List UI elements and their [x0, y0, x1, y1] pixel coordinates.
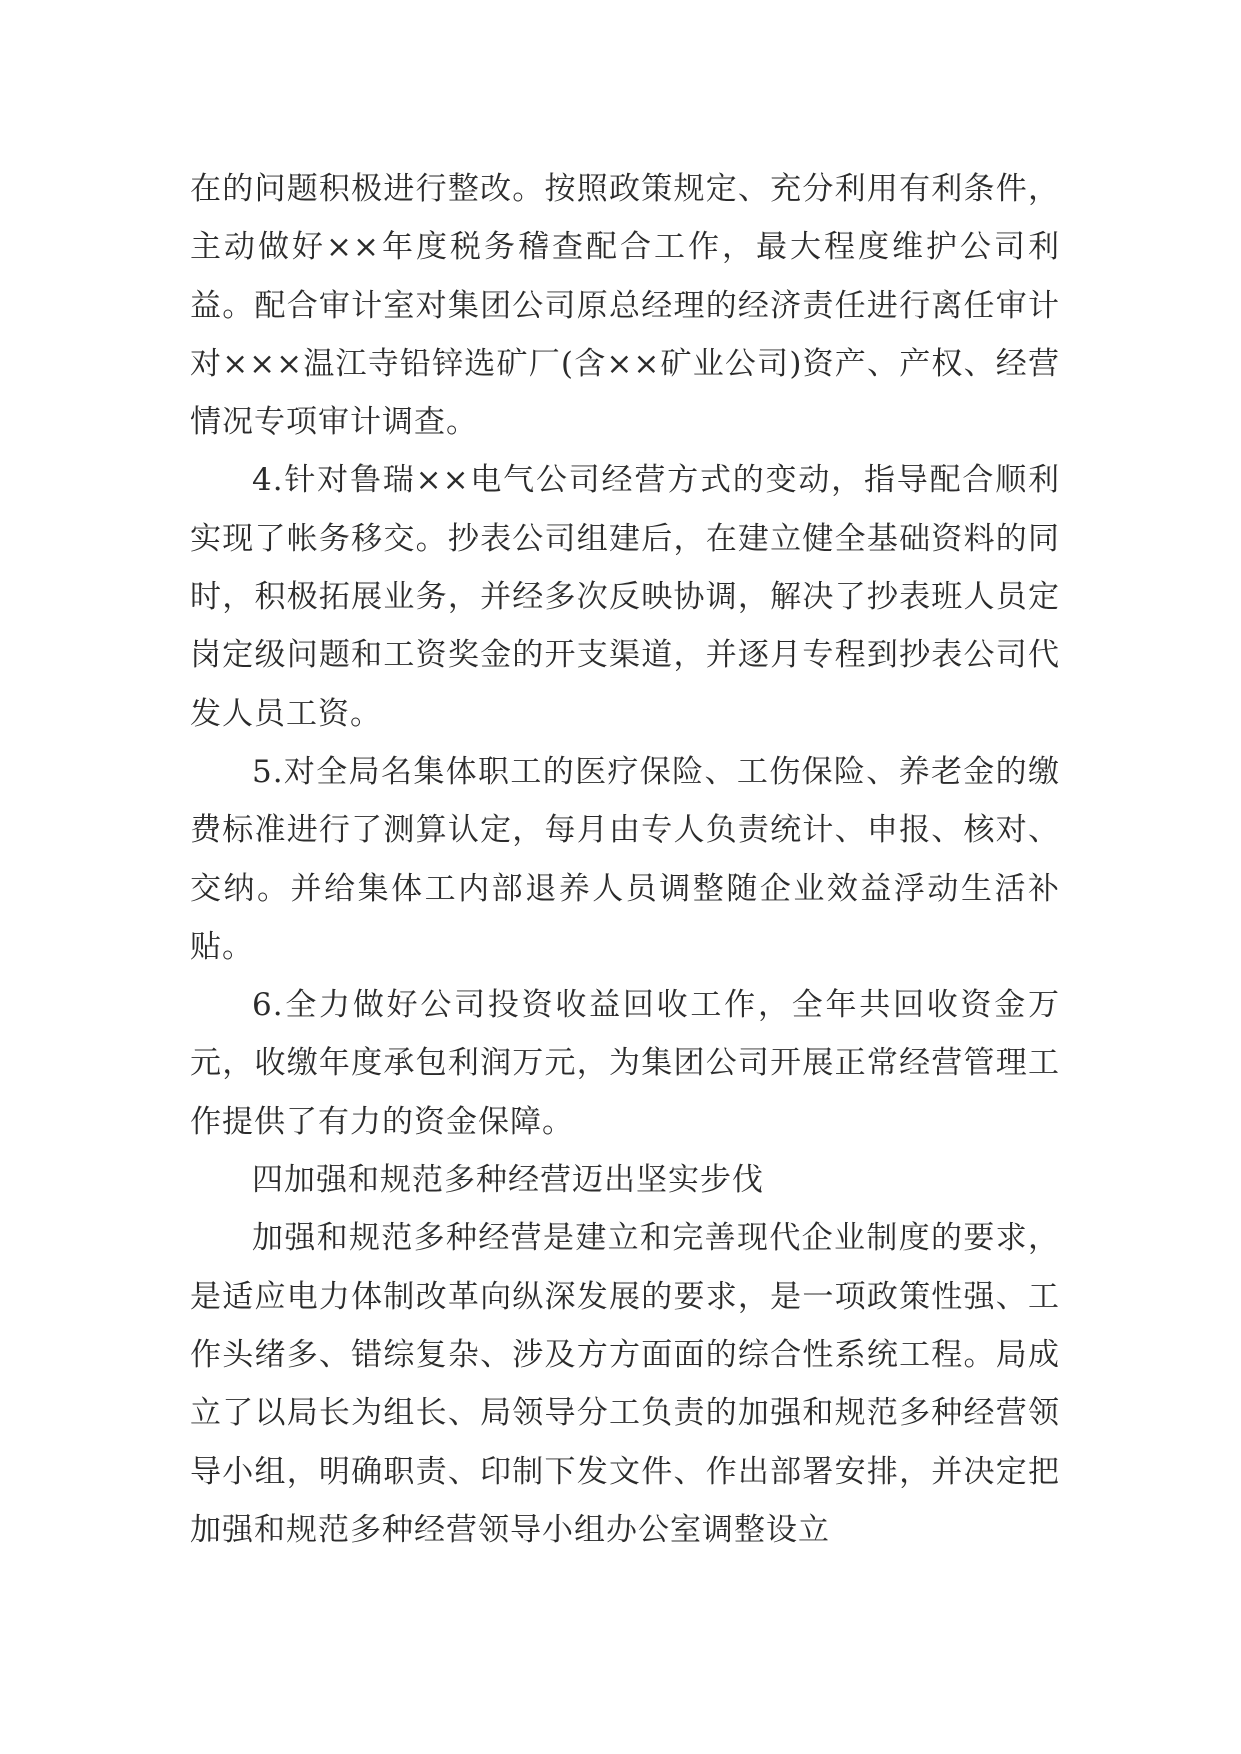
paragraph-continued: 在的问题积极进行整改。按照政策规定、充分利用有利条件，主动做好××年度税务稽查配合工作，最大程度维护公司利益。配合审计室对集团公司原总经理的经济责任进行离任审计对×××温江寺铅锌选矿厂(含××矿业公司)资产、产权、经营情况专项审计调查。	[190, 171, 1060, 441]
document-body	[190, 160, 1060, 1559]
paragraph-section-intro: 加强和规范多种经营是建立和完善现代企业制度的要求，是适应电力体制改革向纵深发展的要求，是一项政策性强、工作头绪多、错综复杂、涉及方方面面的综合性系统工程。局成立了以局长为组长、局领导分工负责的加强和规范多种经营领导小组，明确职责、印制下发文件、作出部署安排，并决定把加强和规范多种经营领导小组办公室调整设立	[190, 1220, 1060, 1548]
paragraph-item-4: 4.针对鲁瑞××电气公司经营方式的变动，指导配合顺利实现了帐务移交。抄表公司组建后，在建立健全基础资料的同时，积极拓展业务，并经多次反映协调，解决了抄表班人员定岗定级问题和工资奖金的开支渠道，并逐月专程到抄表公司代发人员工资。	[190, 462, 1060, 732]
paragraph-item-6: 6.全力做好公司投资收益回收工作，全年共回收资金万元，收缴年度承包利润万元，为集团公司开展正常经营管理工作提供了有力的资金保障。	[190, 987, 1060, 1140]
section-heading: 四加强和规范多种经营迈出坚实步伐	[252, 1162, 764, 1199]
paragraph-item-5: 5.对全局名集体职工的医疗保险、工伤保险、养老金的缴费标准进行了测算认定，每月由专人负责统计、申报、核对、交纳。并给集体工内部退养人员调整随企业效益浮动生活补贴。	[190, 753, 1060, 965]
